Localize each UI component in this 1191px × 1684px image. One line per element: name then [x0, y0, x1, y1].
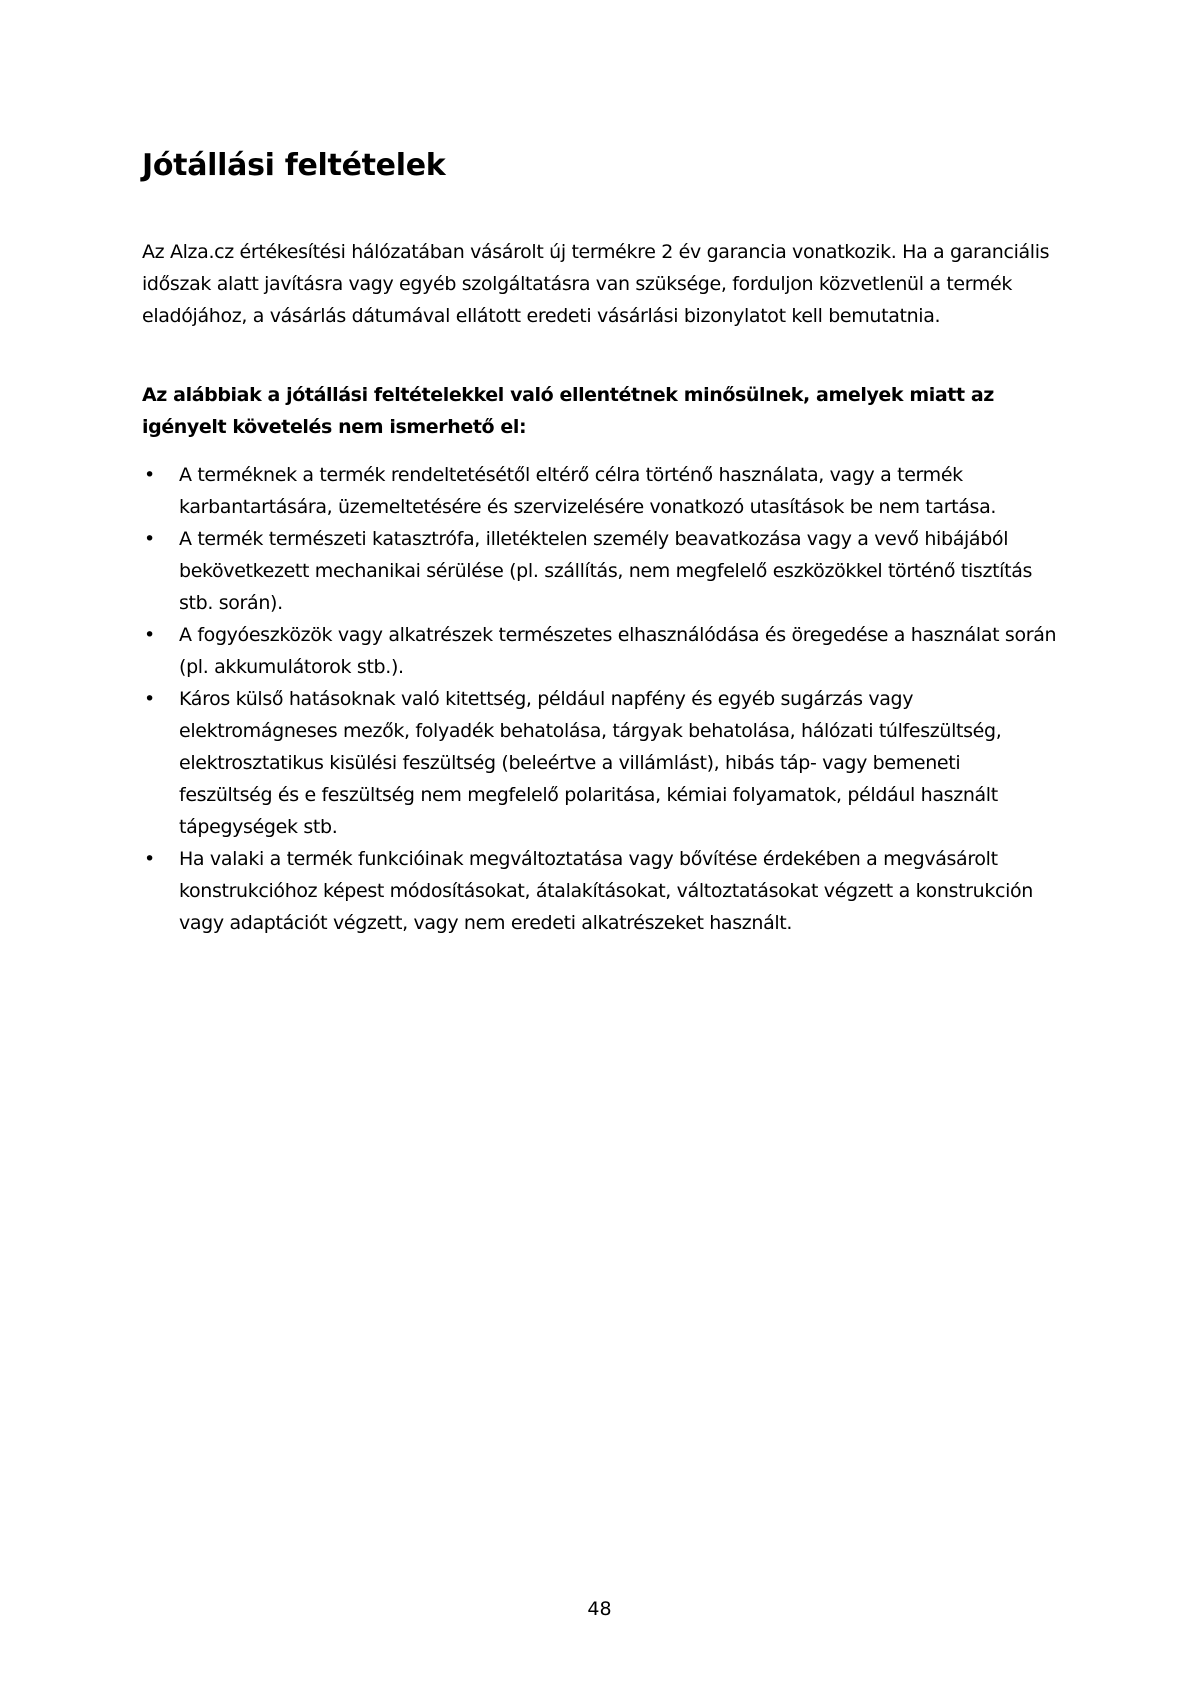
list-item-text: Ha valaki a termék funkcióinak megváltoztatása vagy bővítése érdekében a megvásárolt konstrukcióhoz képest módosításokat, átalakításokat, változtatásokat végzett a konstrukción vagy adaptációt végzett, vagy nem eredeti alkatrészeket használt.	[179, 848, 1033, 934]
bullet-icon: •	[144, 528, 155, 550]
page-title: Jótállási feltételek	[142, 148, 446, 183]
bullet-icon: •	[144, 624, 155, 646]
list-item	[142, 459, 1057, 523]
bullet-icon: •	[144, 464, 155, 486]
list-item	[142, 843, 1057, 939]
list-item	[142, 523, 1057, 619]
document-page	[142, 0, 1057, 1684]
list-item-text: A fogyóeszközök vagy alkatrészek természetes elhasználódása és öregedése a használat során (pl. akkumulátorok stb.).	[179, 624, 1057, 678]
list-item-text: A termék természeti katasztrófa, illetéktelen személy beavatkozása vagy a vevő hibájából bekövetkezett mechanikai sérülése (pl. szállítás, nem megfelelő eszközökkel történő tisztítás stb. során).	[179, 528, 1033, 614]
list-item-text: Káros külső hatásoknak való kitettség, például napfény és egyéb sugárzás vagy elektromágneses mezők, folyadék behatolása, tárgyak behatolása, hálózati túlfeszültség, elektrosztatikus kisülési feszültség (beleértve a villámlást), hibás táp- vagy bemeneti feszültség és e feszültség nem megfelelő polaritása, kémiai folyamatok, például használt tápegységek stb.	[179, 688, 1002, 838]
list-item-text: A terméknek a termék rendeltetésétől eltérő célra történő használata, vagy a termék karbantartására, üzemeltetésére és szervizelésére vonatkozó utasítások be nem tartása.	[179, 464, 997, 518]
conditions-lead: Az alábbiak a jótállási feltételekkel való ellentétnek minősülnek, amelyek miatt az igényelt követelés nem ismerhető el:	[142, 384, 994, 438]
list-item	[142, 683, 1057, 843]
bullet-icon: •	[144, 848, 155, 870]
list-item	[142, 619, 1057, 683]
intro-paragraph: Az Alza.cz értékesítési hálózatában vásárolt új termékre 2 év garancia vonatkozik. Ha a garanciális időszak alatt javításra vagy egyéb szolgáltatásra van szüksége, forduljon közvetlenül a termék eladójához, a vásárlás dátumával ellátott eredeti vásárlási bizonylatot kell bemutatnia.	[142, 241, 1050, 327]
bullet-icon: •	[144, 688, 155, 710]
exclusions-list	[142, 459, 1057, 939]
page-number: 48	[587, 1598, 612, 1620]
